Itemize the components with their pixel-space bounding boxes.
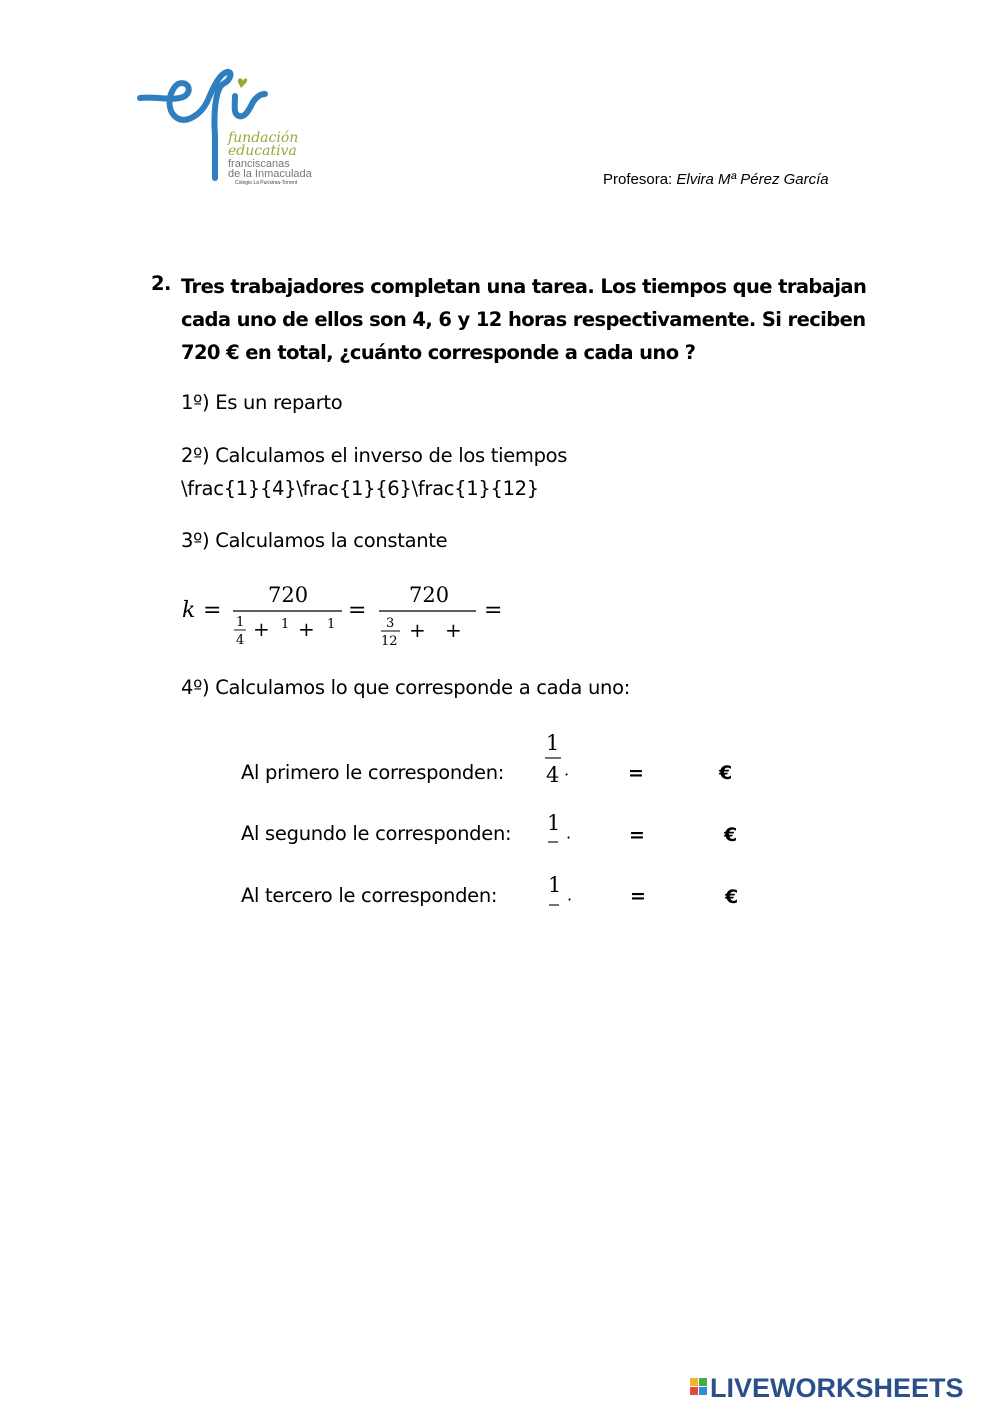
eq-k: k bbox=[182, 598, 196, 623]
eq-den1-num: 1 bbox=[236, 615, 245, 630]
eq-den1-den: 4 bbox=[236, 633, 245, 648]
row-3-euro: € bbox=[725, 886, 739, 908]
eq-den2-num: 1 bbox=[281, 617, 290, 632]
liveworksheets-logo bbox=[690, 1370, 990, 1404]
eq-equals-1: = bbox=[203, 598, 222, 623]
eq-plus-4: + bbox=[445, 618, 462, 642]
row-1-fraction bbox=[540, 728, 580, 790]
eq-n2-den: 12 bbox=[381, 634, 398, 648]
row-2-frac-num: 1 bbox=[547, 811, 561, 835]
row-1-equals: = bbox=[628, 762, 644, 784]
teacher-credit bbox=[603, 171, 829, 188]
liveworksheets-wordmark: LIVEWORKSHEETS bbox=[710, 1373, 964, 1403]
row-3-fraction bbox=[542, 870, 582, 914]
row-1-label: Al primero le corresponden: bbox=[241, 761, 505, 784]
eq-n2-num: 3 bbox=[386, 616, 395, 631]
row-3-dot: · bbox=[567, 890, 573, 909]
eq-plus-1: + bbox=[253, 617, 270, 641]
teacher-label: Profesora: bbox=[603, 171, 673, 188]
row-3-label: Al tercero le corresponden: bbox=[241, 884, 498, 907]
step-1: 1º) Es un reparto bbox=[181, 391, 343, 414]
eq-plus-3: + bbox=[409, 618, 426, 642]
eq-numerator-1: 720 bbox=[268, 583, 309, 607]
eq-plus-2: + bbox=[298, 617, 315, 641]
eq-equals-3: = bbox=[484, 598, 503, 623]
eq-den3-num: 1 bbox=[327, 617, 336, 632]
eq-equals-2: = bbox=[348, 598, 367, 623]
row-2-equals: = bbox=[629, 824, 645, 846]
constant-equation bbox=[180, 578, 520, 648]
logo-text-line3: franciscanas bbox=[228, 158, 290, 170]
logo-text-line4: de la Inmaculada bbox=[228, 168, 312, 180]
row-2-fraction bbox=[541, 808, 581, 852]
row-2-euro: € bbox=[724, 824, 738, 846]
step-3: 3º) Calculamos la constante bbox=[181, 529, 448, 552]
logo-text-line5: Colegio La Purísima-Torrent bbox=[235, 180, 298, 186]
problem-statement: Tres trabajadores completan una tarea. Los tiempos que trabajan cada uno de ellos son 4, 6 y 12 horas respectivamente. Si reciben 720 € en total, ¿cuánto corresponde a cada uno ? bbox=[181, 275, 867, 364]
logo-text-line1: fundación bbox=[228, 130, 299, 146]
step-2: 2º) Calculamos el inverso de los tiempos bbox=[181, 444, 568, 467]
row-2-dot: · bbox=[566, 828, 572, 847]
school-logo bbox=[135, 66, 310, 186]
logo-text-line2: educativa bbox=[228, 143, 297, 159]
row-1-euro: € bbox=[719, 762, 733, 784]
step-2-latex: \frac{1}{4}\frac{1}{6}\frac{1}{12} bbox=[181, 477, 539, 500]
eq-numerator-2: 720 bbox=[409, 583, 450, 607]
liveworksheets-blocks-icon bbox=[690, 1378, 707, 1395]
problem-number: 2. bbox=[151, 272, 171, 295]
teacher-name: Elvira Mª Pérez García bbox=[676, 171, 829, 188]
row-1-frac-den: 4 bbox=[546, 763, 560, 787]
row-3-equals: = bbox=[630, 885, 646, 907]
row-1-frac-num: 1 bbox=[546, 731, 560, 755]
row-2-label: Al segundo le corresponden: bbox=[241, 822, 512, 845]
row-1-dot: · bbox=[564, 765, 570, 784]
step-4: 4º) Calculamos lo que corresponde a cada uno: bbox=[181, 676, 630, 699]
row-3-frac-num: 1 bbox=[548, 873, 562, 897]
